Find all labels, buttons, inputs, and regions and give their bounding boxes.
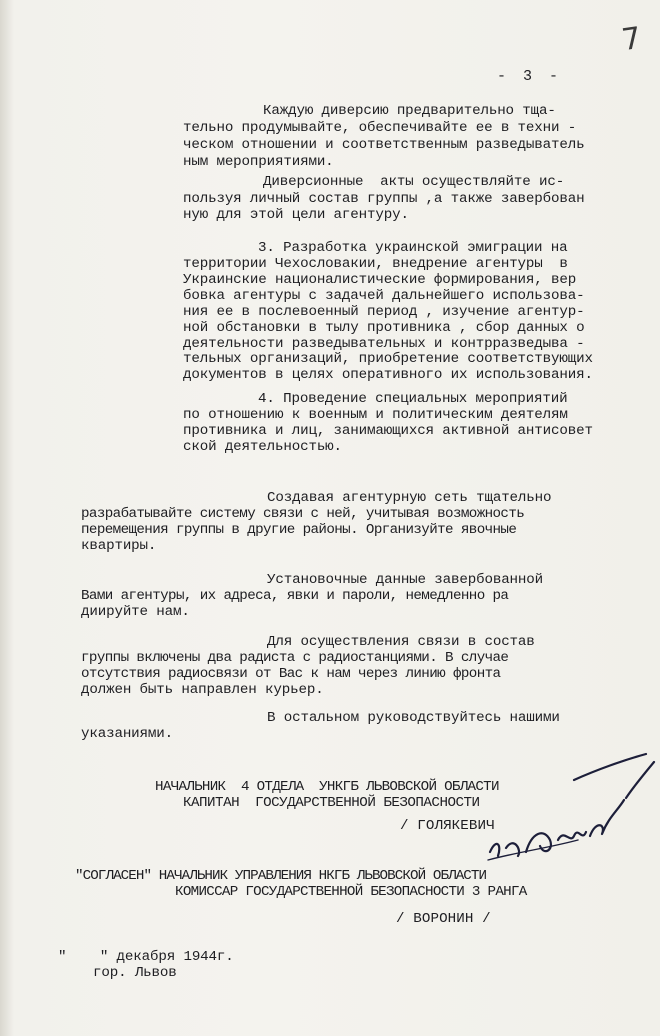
paragraph-3-line: деятельности разведывательных и контрразведыва - bbox=[183, 336, 585, 352]
paragraph-3-line: бовка агентуры с задачей дальнейшего использова- bbox=[183, 288, 585, 304]
document-date: " " декабря 1944г. bbox=[58, 949, 234, 965]
paragraph-2-line: ную для этой цели агентуру. bbox=[183, 207, 409, 223]
page-number: - 3 - bbox=[497, 68, 563, 85]
document-place: гор. Львов bbox=[93, 965, 177, 981]
paragraph-7-line: должен быть направлен курьер. bbox=[81, 682, 324, 698]
paragraph-1-line: ческом отношении и соответственным разведыватель bbox=[183, 137, 585, 153]
paragraph-3-line: территории Чехословакии, внедрение агентуры в bbox=[183, 256, 568, 272]
paragraph-3-line: ной обстановки в тылу противника , сбор данных о bbox=[183, 320, 585, 336]
paragraph-1-line: ным мероприятиями. bbox=[183, 154, 334, 170]
signatory-2-title: "СОГЛАСЕН" НАЧАЛЬНИК УПРАВЛЕНИЯ НКГБ ЛЬВОВСКОЙ ОБЛАСТИ bbox=[75, 868, 487, 884]
paragraph-5-line: квартиры. bbox=[81, 538, 157, 554]
paragraph-1-line: Каждую диверсию предварительно тща- bbox=[263, 103, 556, 119]
paragraph-4-line: ской деятельностью. bbox=[183, 439, 342, 455]
signatory-1-title: НАЧАЛЬНИК 4 ОТДЕЛА УНКГБ ЛЬВОВСКОЙ ОБЛАСТИ bbox=[155, 779, 499, 795]
signatory-2-name: / ВОРОНИН / bbox=[396, 911, 491, 927]
signatory-1-name: / ГОЛЯКЕВИЧ bbox=[400, 818, 495, 834]
paragraph-3-line: Украинские националистические формирования, вер bbox=[183, 272, 577, 288]
paragraph-8-line: указаниями. bbox=[81, 726, 174, 742]
paragraph-6-line: Вами агентуры, их адреса, явки и пароли, немедленно ра bbox=[81, 588, 509, 604]
paragraph-4-line: 4. Проведение специальных мероприятий bbox=[258, 391, 568, 407]
paragraph-6-line: Установочные данные завербованной bbox=[267, 572, 544, 588]
paragraph-4-line: противника и лиц, занимающихся активной антисовет bbox=[183, 423, 593, 439]
paragraph-3-line: ния ее в послевоенный период , изучение агентур- bbox=[183, 304, 585, 320]
paragraph-7-line: группы включены два радиста с радиостанциями. В случае bbox=[81, 650, 509, 666]
paragraph-3-line: документов в целях оперативного их использования. bbox=[183, 367, 593, 383]
paragraph-5-line: разрабатывайте систему связи с ней, учитывая возможность bbox=[81, 506, 525, 522]
signatory-2-rank: КОМИССАР ГОСУДАРСТВЕННОЙ БЕЗОПАСНОСТИ 3 РАНГА bbox=[175, 884, 527, 900]
paragraph-2-line: Диверсионные акты осуществляйте ис- bbox=[263, 174, 565, 190]
paragraph-4-line: по отношению к военным и политическим деятелям bbox=[183, 407, 568, 423]
paragraph-5-line: перемещения группы в другие районы. Организуйте явочные bbox=[81, 522, 517, 538]
paragraph-8-line: В остальном руководствуйтесь нашими bbox=[267, 710, 560, 726]
paragraph-1-line: тельно продумывайте, обеспечивайте ее в техни - bbox=[183, 120, 577, 136]
archive-page-number: 7 bbox=[619, 20, 644, 59]
paragraph-2-line: пользуя личный состав группы ,а также завербован bbox=[183, 191, 585, 207]
handwritten-signature bbox=[478, 740, 658, 870]
paragraph-6-line: диируйте нам. bbox=[81, 604, 190, 620]
paragraph-3-line: 3. Разработка украинской эмиграции на bbox=[258, 240, 568, 256]
paragraph-3-line: тельных организаций, приобретение соответствующих bbox=[183, 351, 593, 367]
paragraph-7-line: Для осуществления связи в состав bbox=[267, 634, 535, 650]
signatory-1-rank: КАПИТАН ГОСУДАРСТВЕННОЙ БЕЗОПАСНОСТИ bbox=[183, 795, 480, 811]
paragraph-5-line: Создавая агентурную сеть тщательно bbox=[267, 490, 552, 506]
paragraph-7-line: отсутствия радиосвязи от Вас к нам через линию фронта bbox=[81, 666, 501, 682]
